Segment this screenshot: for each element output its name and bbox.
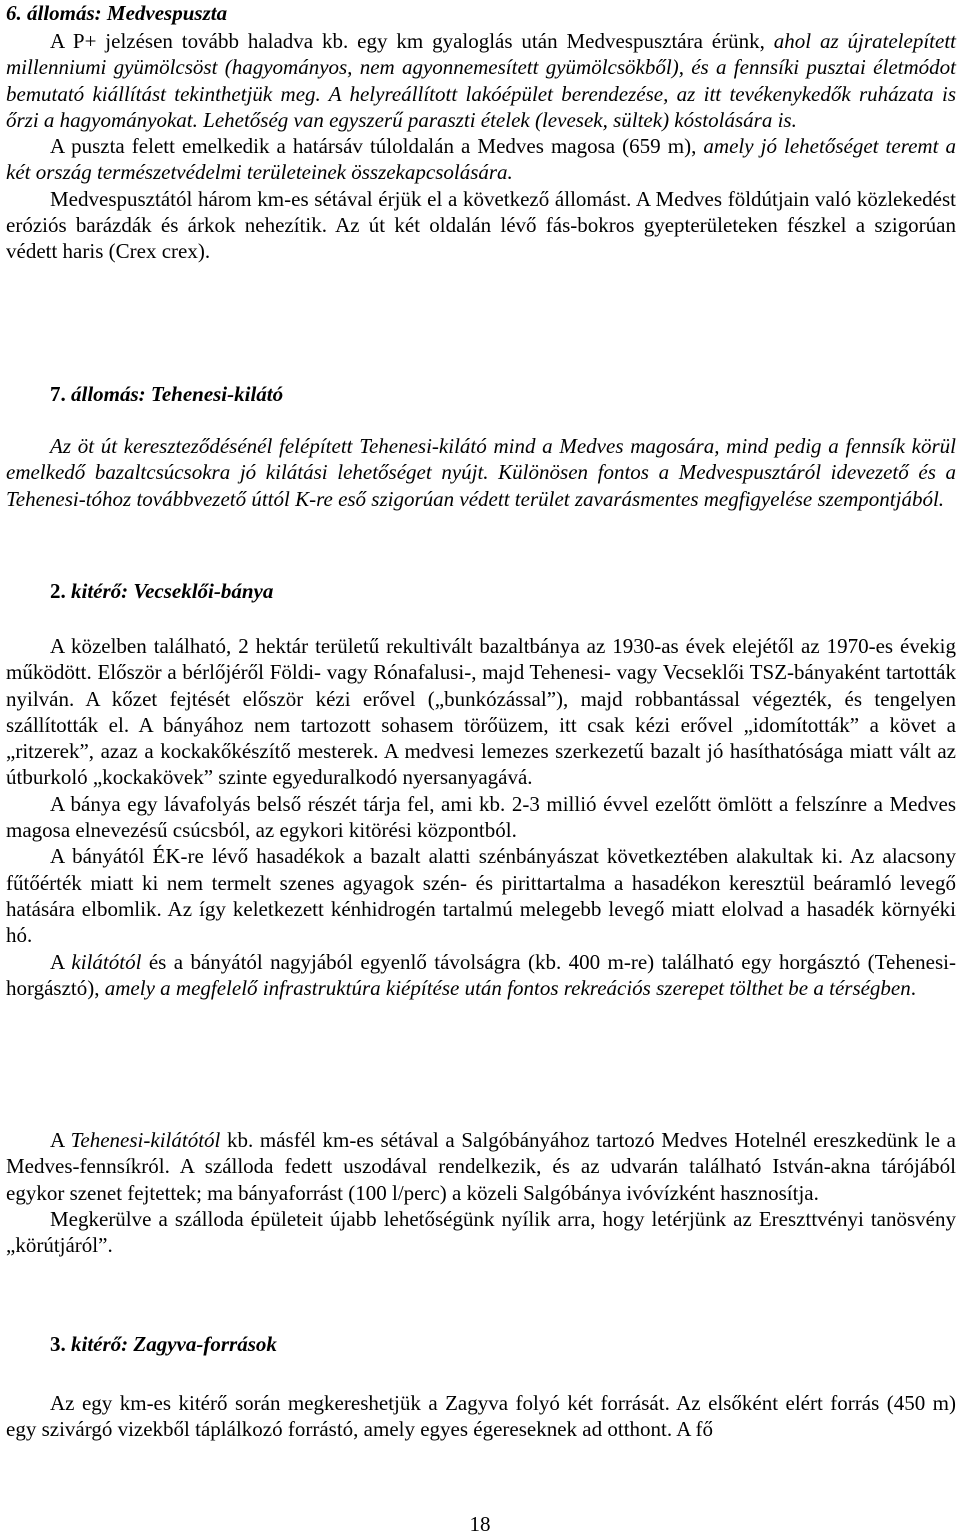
paragraph-medvespuszta-intro (6, 28, 956, 133)
section-heading-medvespuszta: 6. állomás: Medvespuszta (6, 1, 228, 25)
text-run: A P+ jelzésen tovább haladva kb. egy km gyaloglás után Medvespusztára érünk, (50, 29, 774, 53)
paragraph-banya-history: A közelben található, 2 hektár területű rekultivált bazaltbánya az 1930-as évek elejétől az 1970-es évekig működött. Először a bérlőjéről Földi- vagy Rónafalusi-, majd Tehenesi- vagy Vecseklői TSZ-bányaként tartották nyilván. A kőzet fejtését először kézi erővel („bunkózással”), majd robbantással végezték, és tengelyen szállították el. A bányához nem tartozott sohasem törőüzem, itt csak kézi erővel „idomították” a követ a „ritzerek”, azaz a kockakőkészítő mesterek. A medvesi lemezes szerkezetű bazalt jó hasíthatósága miatt vált az útburkoló „kockakövek” szinte egyeduralkodó nyersanyagává. (6, 634, 956, 790)
text-run: . (910, 975, 917, 1000)
text-run: A puszta felett emelkedik a határsáv túloldalán a Medves magosa (659 m), (50, 134, 704, 159)
section-hotel-body (6, 1127, 956, 1258)
text-run: kb. másfél km-es sétával a Salgóbányához tartozó Medves Hotelnél ereszkedünk le a Medves-fennsíkról. A szálloda fedett uszodával rendelkezik, és az udvarán található István-akna tárójából egykor szenet fejtettek; ma bányaforrást (100 l/perc) a közeli Salgóbánya ivóvízként hasznosítja. (6, 1128, 956, 1205)
text-run: A (50, 1128, 71, 1152)
section-heading-tehenesi-kilato (50, 381, 283, 407)
section-heading-zagyva-forrasok (50, 1331, 277, 1357)
paragraph-medves-magosa (6, 133, 956, 186)
heading-number: 2. (50, 579, 66, 603)
paragraph-fouton: Medvespusztától három km-es sétával érjük el a következő állomást. A Medves földútjain való közlekedést eróziós barázdák és árkok nehezítik. Az út két oldalán lévő fás-bokros gyepterületeken fészkel a szigorúan védett haris (Crex crex). (6, 186, 956, 264)
section-vecseklo-banya-body (6, 633, 956, 1001)
paragraph-medves-hotel (6, 1127, 956, 1206)
paragraph-horgaszto (6, 949, 956, 1002)
heading-number: 3. (50, 1332, 66, 1356)
section-medvespuszta-body (6, 28, 956, 265)
text-run-italic: amely jó lehetőséget teremt a két ország természetvédelmi területeinek összekapcsolására. (6, 134, 956, 185)
paragraph-lavafolyas: A bánya egy lávafolyás belső részét tárja fel, ami kb. 2-3 millió évvel ezelőtt ömlött a felszínre a Medves magosa elnevezésű csúcsból, az egykori kitörési központból. (6, 791, 956, 843)
heading-title: állomás: Tehenesi-kilátó (71, 382, 284, 406)
heading-title: kitérő: Vecseklői-bánya (71, 579, 274, 603)
paragraph-tanosveny: Megkerülve a szálloda épületeit újabb lehetőségünk nyílik arra, hogy letérjünk az Ereszttvényi tanösvény „körútjáról”. (6, 1206, 956, 1258)
paragraph-kilato: Az öt út kereszteződésénél felépített Tehenesi-kilátó mind a Medves magosára, mind pedig a fennsík körül emelkedő bazaltcsúcsokra jó kilátási lehetőséget nyújt. Különösen fontos a Medvespusztáról idevezető és a Tehenesi-tóhoz továbbvezető úttól K-re eső szigorúan védett terület zavarásmentes megfigyelése szempontjából. (6, 434, 956, 511)
text-run-italic: ahol az újratelepített millenniumi gyümölcsöst (hagyományos, nem agyonnemesített gyümölcsökből), és a fennsíki pusztai életmódot bemutató kiállítást tekinthetjük meg. A helyreállított lakóépület berendezése, az itt tevékenykedők ruházata is őrzi a hagyományokat. Lehetőség van egyszerű paraszti ételek (levesek, sültek) kóstolására is. (6, 29, 956, 132)
paragraph-zagyva: Az egy km-es kitérő során megkereshetjük a Zagyva folyó két forrását. Az elsőként elért forrás (450 m) egy szivárgó vizekből táplálkozó forrástó, amely egyes égereseknek ad otthont. A fő (6, 1391, 956, 1442)
section-heading-vecseklo-banya (50, 578, 273, 604)
text-run-italic: kilátótól (71, 949, 142, 974)
paragraph-hasadekok: A bányától ÉK-re lévő hasadékok a bazalt alatti szénbányászat következtében alakultak ki. Az alacsony fűtőérték miatt ki nem termelt szenes agyagok szén- és pirittartalma a hasadékon keresztül beáramló levegő hatására elbomlik. Az így keletkezett kénhidrogén tartalmú melegebb levegő miatt elolvad a hasadék környéki hó. (6, 844, 956, 948)
text-run: és a bányától nagyjából egyenlő távolságra (kb. 400 m-re) található egy horgásztó (Tehenesi-horgásztó), (6, 949, 956, 1000)
page-number: 18 (469, 1512, 491, 1536)
text-run-italic: amely a megfelelő infrastruktúra kiépítése után fontos rekreációs szerepet tölthet be a térségben (104, 975, 911, 1000)
section-zagyva-forrasok-body (6, 1390, 956, 1443)
heading-number: 7. (50, 382, 66, 406)
section-tehenesi-kilato-body (6, 433, 956, 512)
heading-title: kitérő: Zagyva-források (71, 1332, 277, 1356)
text-run-italic: Tehenesi-kilátótól (70, 1128, 221, 1152)
text-run: A (50, 949, 72, 974)
